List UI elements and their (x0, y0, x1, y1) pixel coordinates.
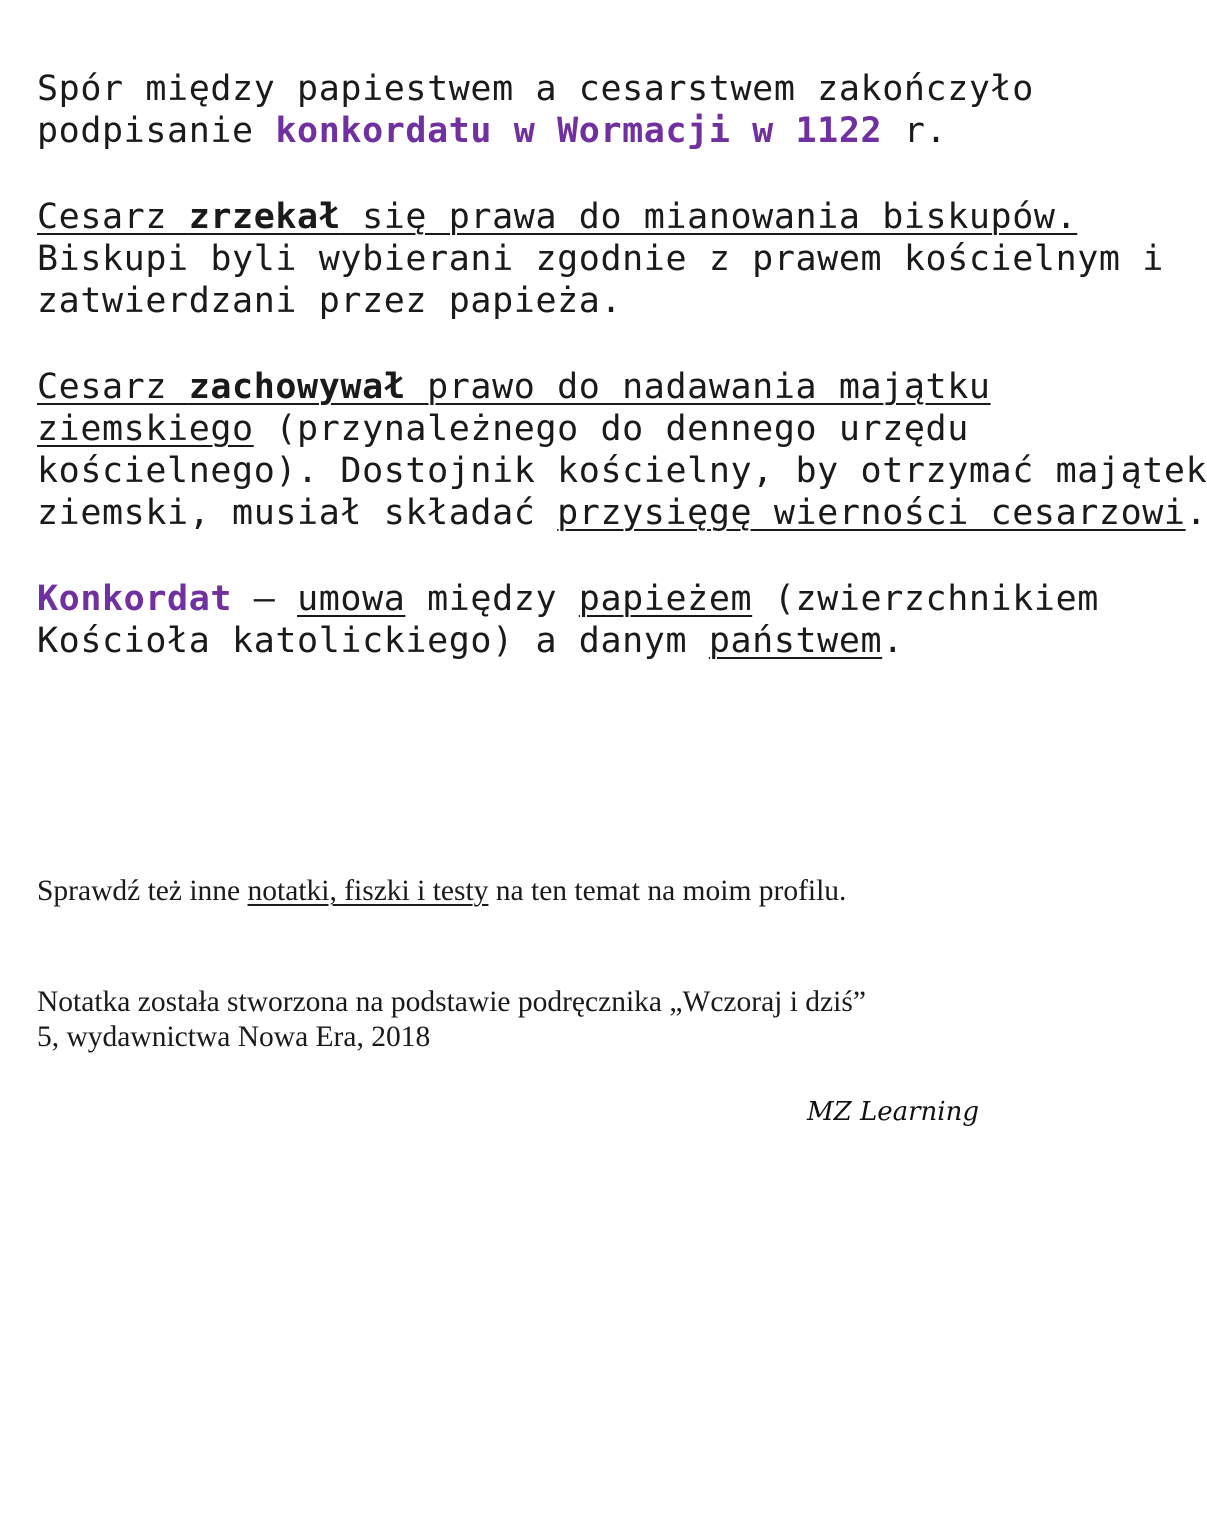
text-span: r. (882, 111, 948, 151)
text-line (37, 874, 846, 909)
text-span: – (232, 579, 298, 619)
text-line (37, 238, 1164, 280)
text-span: . (882, 621, 904, 661)
source-note (37, 985, 866, 1055)
text-span: Cesarz (37, 367, 189, 407)
definition-konkordat (37, 578, 1099, 662)
underlined-papiezem: papieżem (578, 579, 753, 619)
text-span: Kościoła katolickiego) a danym (37, 621, 709, 661)
underlined-line (37, 196, 1164, 238)
text-span: (zwierzchnikiem (752, 579, 1099, 619)
text-line (37, 408, 1207, 450)
underlined-przysiega: przysięgę wierności cesarzowi (557, 493, 1186, 533)
text-span: 5, wydawnictwa Nowa Era, 2018 (37, 1021, 431, 1053)
paragraph-zrzekal (37, 196, 1164, 322)
text-span: . (1185, 493, 1207, 533)
text-line (37, 68, 1034, 110)
text-line (37, 110, 1034, 152)
text-span: (przynależnego do dennego urzędu (253, 409, 969, 449)
text-span: między (405, 579, 579, 619)
paragraph-wormacja (37, 68, 1034, 152)
text-span: zatwierdzani przez papieża. (37, 281, 623, 321)
signature-text: MZ Learning (807, 1097, 979, 1127)
text-span: prawo do nadawania majątku (405, 367, 991, 407)
text-span: Sprawdź też inne (37, 875, 248, 907)
text-span: podpisanie (37, 111, 276, 151)
text-line (37, 985, 866, 1020)
text-span: się prawa do mianowania biskupów. (340, 197, 1078, 237)
signature-logo (807, 1090, 1027, 1146)
bold-zrzekal: zrzekał (188, 197, 341, 237)
text-line (37, 450, 1207, 492)
text-line (37, 280, 1164, 322)
underlined-ziemskiego: ziemskiego (37, 409, 254, 449)
text-line (37, 578, 1099, 620)
highlight-konkordat-wormacja: konkordatu w Wormacji w 1122 (275, 111, 883, 151)
text-span: Biskupi byli wybierani zgodnie z prawem kościelnym i (37, 239, 1164, 279)
underlined-panstwem: państwem (708, 621, 883, 661)
text-span: Cesarz (37, 197, 189, 237)
text-span: kościelnego). Dostojnik kościelny, by otrzymać majątek (37, 451, 1207, 491)
paragraph-zachowywal (37, 366, 1207, 534)
text-line (37, 1020, 866, 1055)
check-profile-text (37, 874, 846, 909)
text-line (37, 620, 1099, 662)
text-span: Notatka została stworzona na podstawie podręcznika „Wczoraj i dziś” (37, 986, 866, 1018)
underlined-line (37, 366, 1207, 408)
term-konkordat: Konkordat (37, 579, 233, 619)
bold-zachowywal: zachowywał (188, 367, 406, 407)
profile-materials-link[interactable]: notatki, fiszki i testy (247, 875, 489, 907)
text-span: Spór między papiestwem a cesarstwem zakończyło (37, 69, 1034, 109)
text-span: na ten temat na moim profilu. (488, 875, 847, 907)
underlined-umowa: umowa (297, 579, 406, 619)
text-line (37, 492, 1207, 534)
text-span: ziemski, musiał składać (37, 493, 558, 533)
